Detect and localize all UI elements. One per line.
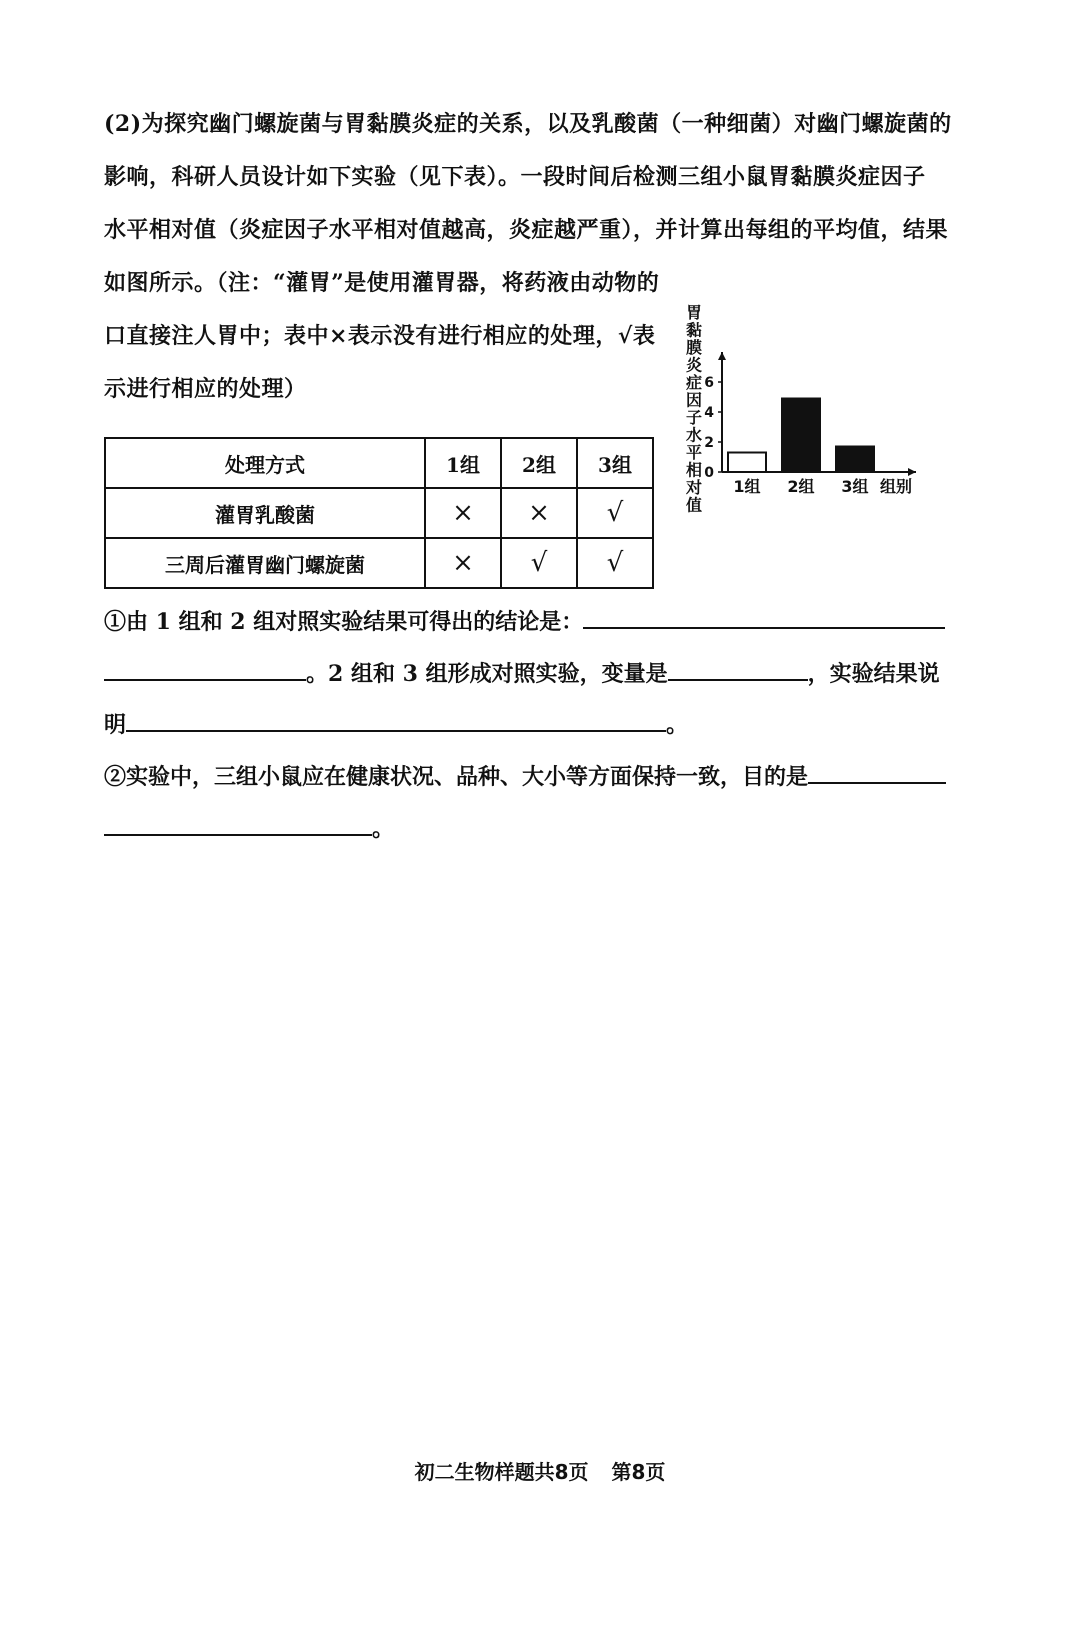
bar-3 (836, 447, 874, 473)
x-axis-label: 组别 (879, 477, 913, 496)
x-tick-label: 1组 (733, 477, 761, 496)
question-1-line-1 (104, 603, 945, 637)
y-tick-label: 6 (704, 375, 714, 391)
table-row-label: 三周后灌胃幽门螺旋菌 (105, 538, 425, 588)
table-row (105, 488, 653, 538)
bar-2 (782, 399, 820, 473)
table-mark: × (425, 538, 501, 588)
intro-line: 口直接注人胃中；表中×表示没有进行相应的处理，√表 (104, 323, 656, 349)
bar-1 (728, 453, 766, 473)
intro-line: (2)为探究幽门螺旋菌与胃黏膜炎症的关系，以及乳酸菌（一种细菌）对幽门螺旋菌的 (104, 111, 952, 137)
y-axis-arrow (718, 352, 726, 360)
table-mark: √ (577, 488, 653, 538)
table-mark: × (425, 488, 501, 538)
answer-blank[interactable] (808, 758, 946, 784)
answer-blank[interactable] (126, 706, 666, 732)
intro-line: 示进行相应的处理） (104, 376, 307, 402)
inflammation-bar-chart (680, 300, 940, 530)
question-1-variable-prompt: 。2 组和 3 组形成对照实验，变量是 (306, 661, 668, 687)
question-1-prompt: ①由 1 组和 2 组对照实验结果可得出的结论是： (104, 609, 584, 635)
question-1-result-prompt: ，实验结果说 (807, 661, 940, 687)
question-1-line-3 (104, 706, 688, 740)
y-axis-label: 胃黏膜炎症因子水平相对值 (686, 303, 703, 515)
question-1-end: 。 (666, 712, 689, 738)
answer-blank[interactable] (668, 655, 808, 681)
table-header-cell: 1组 (425, 438, 501, 488)
x-axis-arrow (908, 468, 916, 476)
question-2-line-2 (104, 810, 394, 844)
x-tick-label: 2组 (787, 477, 815, 496)
footer-total-pages: 初二生物样题共8页 (414, 1460, 589, 1484)
y-tick-label: 4 (704, 405, 714, 421)
question-1-ming: 明 (104, 712, 127, 738)
page-footer (0, 1456, 1080, 1485)
intro-line: 如图所示。（注：“灌胃”是使用灌胃器，将药液由动物的 (104, 270, 660, 296)
table-header-cell: 3组 (577, 438, 653, 488)
footer-page-number: 第8页 (611, 1460, 666, 1484)
intro-line: 影响，科研人员设计如下实验（见下表）。一段时间后检测三组小鼠胃黏膜炎症因子 (104, 164, 926, 190)
table-mark: √ (501, 538, 577, 588)
table-mark: × (501, 488, 577, 538)
question-2-prompt: ②实验中，三组小鼠应在健康状况、品种、大小等方面保持一致，目的是 (104, 764, 809, 790)
y-tick-label: 0 (704, 465, 714, 481)
y-tick-label: 2 (704, 435, 714, 451)
table-row (105, 538, 653, 588)
question-1-line-2 (104, 655, 940, 689)
table-header-row (105, 438, 653, 488)
table-mark: √ (577, 538, 653, 588)
answer-blank[interactable] (583, 603, 945, 629)
question-2-end: 。 (372, 816, 395, 842)
answer-blank[interactable] (104, 655, 306, 681)
table-header-cell: 处理方式 (105, 438, 425, 488)
question-2-line-1 (104, 758, 946, 792)
table-header-cell: 2组 (501, 438, 577, 488)
intro-line: 水平相对值（炎症因子水平相对值越高，炎症越严重），并计算出每组的平均值，结果 (104, 217, 949, 243)
x-tick-label: 3组 (841, 477, 869, 496)
treatment-table (104, 437, 654, 589)
answer-blank[interactable] (104, 810, 372, 836)
table-row-label: 灌胃乳酸菌 (105, 488, 425, 538)
